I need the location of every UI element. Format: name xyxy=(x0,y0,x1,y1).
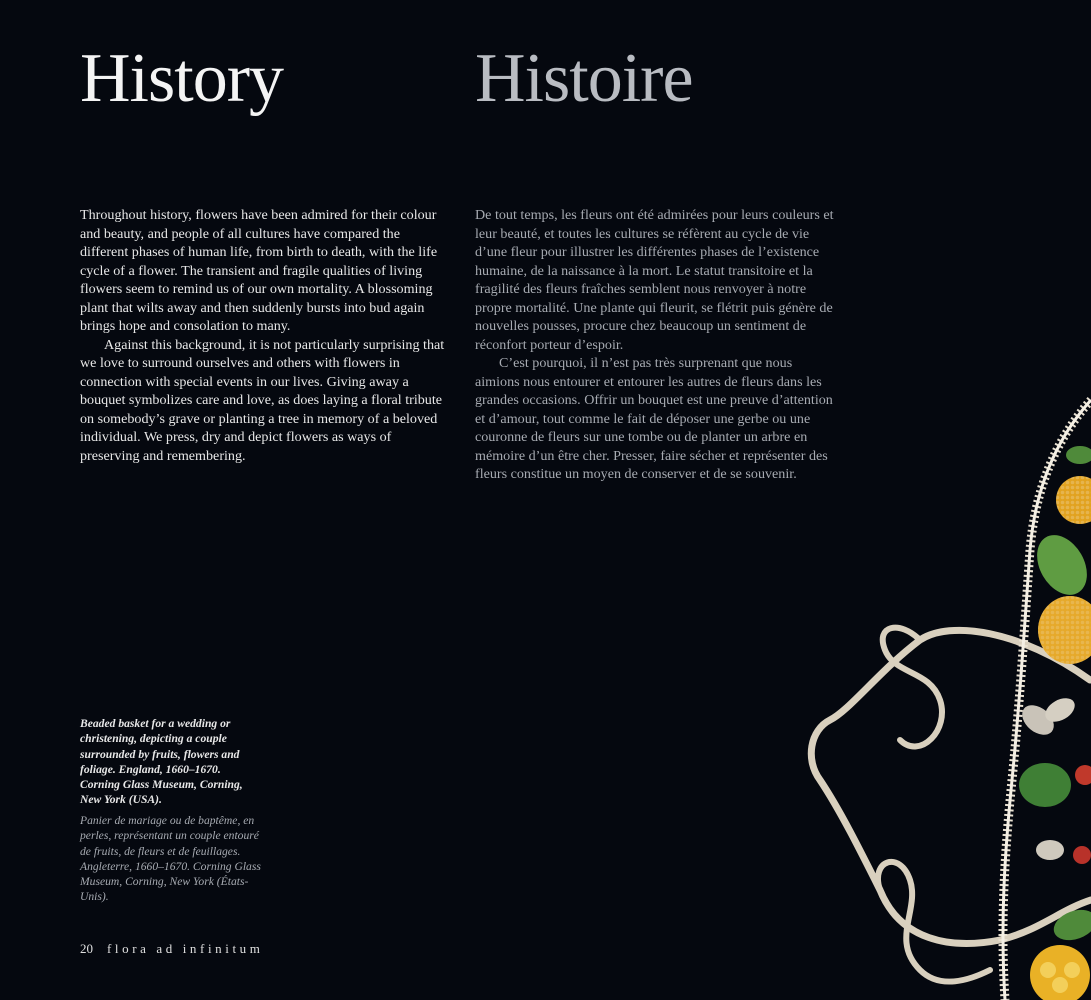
body-paragraph: Throughout history, flowers have been admired for their colour and beauty, and people of all cultures have compared the different phases of human life, from birth to death, with the life cycle of a flower. The transient and fragile qualities of living flowers seem to remind us of our own mortality. A blossoming plant that wilts away and then suddenly bursts into bud again brings hope and consolation to many. xyxy=(80,207,438,334)
heading-english: History xyxy=(80,40,283,117)
body-text-english xyxy=(80,206,448,465)
book-title: flora ad infinitum xyxy=(107,941,264,956)
body-paragraph: Against this background, it is not particularly surprising that we love to surround ourselves and others with flowers in connection with special events in our lives. Giving away a bouquet symbolizes care and love, as does laying a floral tribute on somebody’s grave or planting a tree in memory of a beloved individual. We press, dry and depict flowers as ways of preserving and remembering. xyxy=(80,336,445,464)
heading-french: Histoire xyxy=(475,40,693,117)
beaded-basket-photo xyxy=(790,380,1091,1000)
page-footer xyxy=(80,941,264,957)
body-text-french xyxy=(475,206,837,484)
body-paragraph: C’est pourquoi, il n’est pas très surprenant que nous aimions nous entourer et entourer les autres de fleurs dans les grandes occasions. Offrir un bouquet est une preuve d’attention et d’amour, tout comme le fait de déposer une gerbe ou une couronne de fleurs sur une tombe ou de planter un arbre en mémoire d’un être cher. Presser, faire sécher et représenter des fleurs constitue un moyen de conserver et de se souvenir. xyxy=(475,355,833,482)
body-paragraph: De tout temps, les fleurs ont été admirées pour leurs couleurs et leur beauté, et toutes les cultures se réfèrent au cycle de vie d’une fleur pour illustrer les différentes phases de l’existence humaine, de la naissance à la mort. Le statut transitoire et la fragilité des fleurs fraîches semblent nous renvoyer à notre propre mortalité. Une plante qui fleurit, se flétrit puis génère de nouvelles pousses, procure chez beaucoup un sentiment de réconfort porteur d’espoir. xyxy=(475,207,834,353)
caption-english: Beaded basket for a wedding or christening, depicting a couple surrounded by fruits, flowers and foliage. England, 1660–1670. Corning Glass Museum, Corning, New York (USA). xyxy=(80,717,243,807)
caption-french: Panier de mariage ou de baptême, en perles, représentant un couple entouré de fruits, de fleurs et de feuillages. Angleterre, 1660–1670. Corning Glass Museum, Corning, New York (États-Unis). xyxy=(80,814,261,904)
page-number: 20 xyxy=(80,941,93,956)
